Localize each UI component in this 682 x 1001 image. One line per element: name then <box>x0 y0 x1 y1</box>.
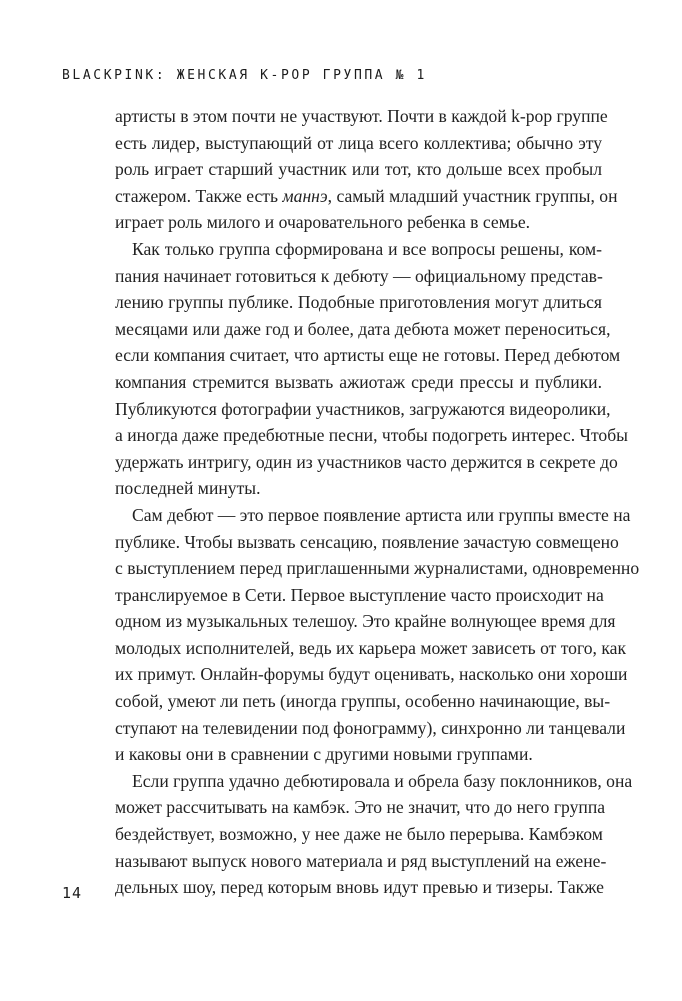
italic-term: маннэ <box>282 185 328 206</box>
text-line: дельных шоу, перед которым вновь идут превью и тизеры. Также <box>115 877 604 898</box>
text-line: лению группы публике. Подобные приготовления могут длиться <box>115 292 602 313</box>
text-line: удержать интригу, один из участников часто держится в секрете до <box>115 451 618 472</box>
text-line <box>115 183 618 210</box>
page-number: 14 <box>62 884 83 902</box>
text-run: стажером. Также есть <box>115 185 283 206</box>
running-head: BLACKPINK: ЖЕНСКАЯ K-POP ГРУППА № 1 <box>62 68 427 83</box>
text-line: есть лидер, выступающий от лица всего коллектива; обычно эту <box>115 132 602 153</box>
text-line: Как только группа сформирована и все вопросы решены, ком- <box>132 238 602 259</box>
text-line: молодых исполнителей, ведь их карьера может зависеть от того, как <box>115 637 626 658</box>
text-line: с выступлением перед приглашенными журналистами, одновременно <box>115 558 640 579</box>
text-line: роль играет старший участник или тот, кто дольше всех пробыл <box>115 159 602 180</box>
text-line: бездействует, возможно, у нее даже не было перерыва. Камбэком <box>115 824 603 845</box>
text-line: собой, умеют ли петь (иногда группы, особенно начинающие, вы- <box>115 691 611 712</box>
text-line: пания начинает готовиться к дебюту — официальному представ- <box>115 265 603 286</box>
text-line: а иногда даже предебютные песни, чтобы подогреть интерес. Чтобы <box>115 425 628 446</box>
text-line: называют выпуск нового материала и ряд выступлений на еженe- <box>115 850 607 871</box>
text-line: играет роль милого и очаровательного ребенка в семье. <box>115 212 531 233</box>
body-text <box>115 103 640 901</box>
paragraph-4 <box>115 768 633 901</box>
text-line: последней минуты. <box>115 478 261 499</box>
text-line: если компания считает, что артисты еще не готовы. Перед дебютом <box>115 345 621 366</box>
text-line: артисты в этом почти не участвуют. Почти в каждой k-pop группе <box>115 106 608 126</box>
text-line: и каковы они в сравнении с другими новыми группами. <box>115 744 533 765</box>
text-line: Сам дебют — это первое появление артиста или группы вместе на <box>132 504 631 525</box>
text-line: их примут. Онлайн-форумы будут оценивать, насколько они хороши <box>115 664 628 685</box>
text-line: ступают на телевидении под фонограмму), синхронно ли танцевали <box>115 717 626 738</box>
text-line: Публикуются фотографии участников, загружаются видеоролики, <box>115 398 611 419</box>
paragraph-3 <box>115 502 640 768</box>
paragraph-1 <box>115 103 618 236</box>
text-line: Если группа удачно дебютировала и обрела базу поклонников, она <box>132 770 633 791</box>
text-line: транслируемое в Сети. Первое выступление часто происходит на <box>115 584 604 605</box>
text-line: месяцами или даже год и более, дата дебюта может переноситься, <box>115 318 611 339</box>
text-run: , самый младший участник группы, он <box>327 185 618 206</box>
text-line: одном из музыкальных телешоу. Это крайне волнующее время для <box>115 611 616 632</box>
text-line: может рассчитывать на камбэк. Это не значит, что до него группа <box>115 797 606 818</box>
paragraph-2 <box>115 236 628 502</box>
text-line: публике. Чтобы вызвать сенсацию, появление зачастую совмещено <box>115 531 619 552</box>
text-line: компания стремится вызвать ажиотаж среди прессы и публики. <box>115 371 602 392</box>
